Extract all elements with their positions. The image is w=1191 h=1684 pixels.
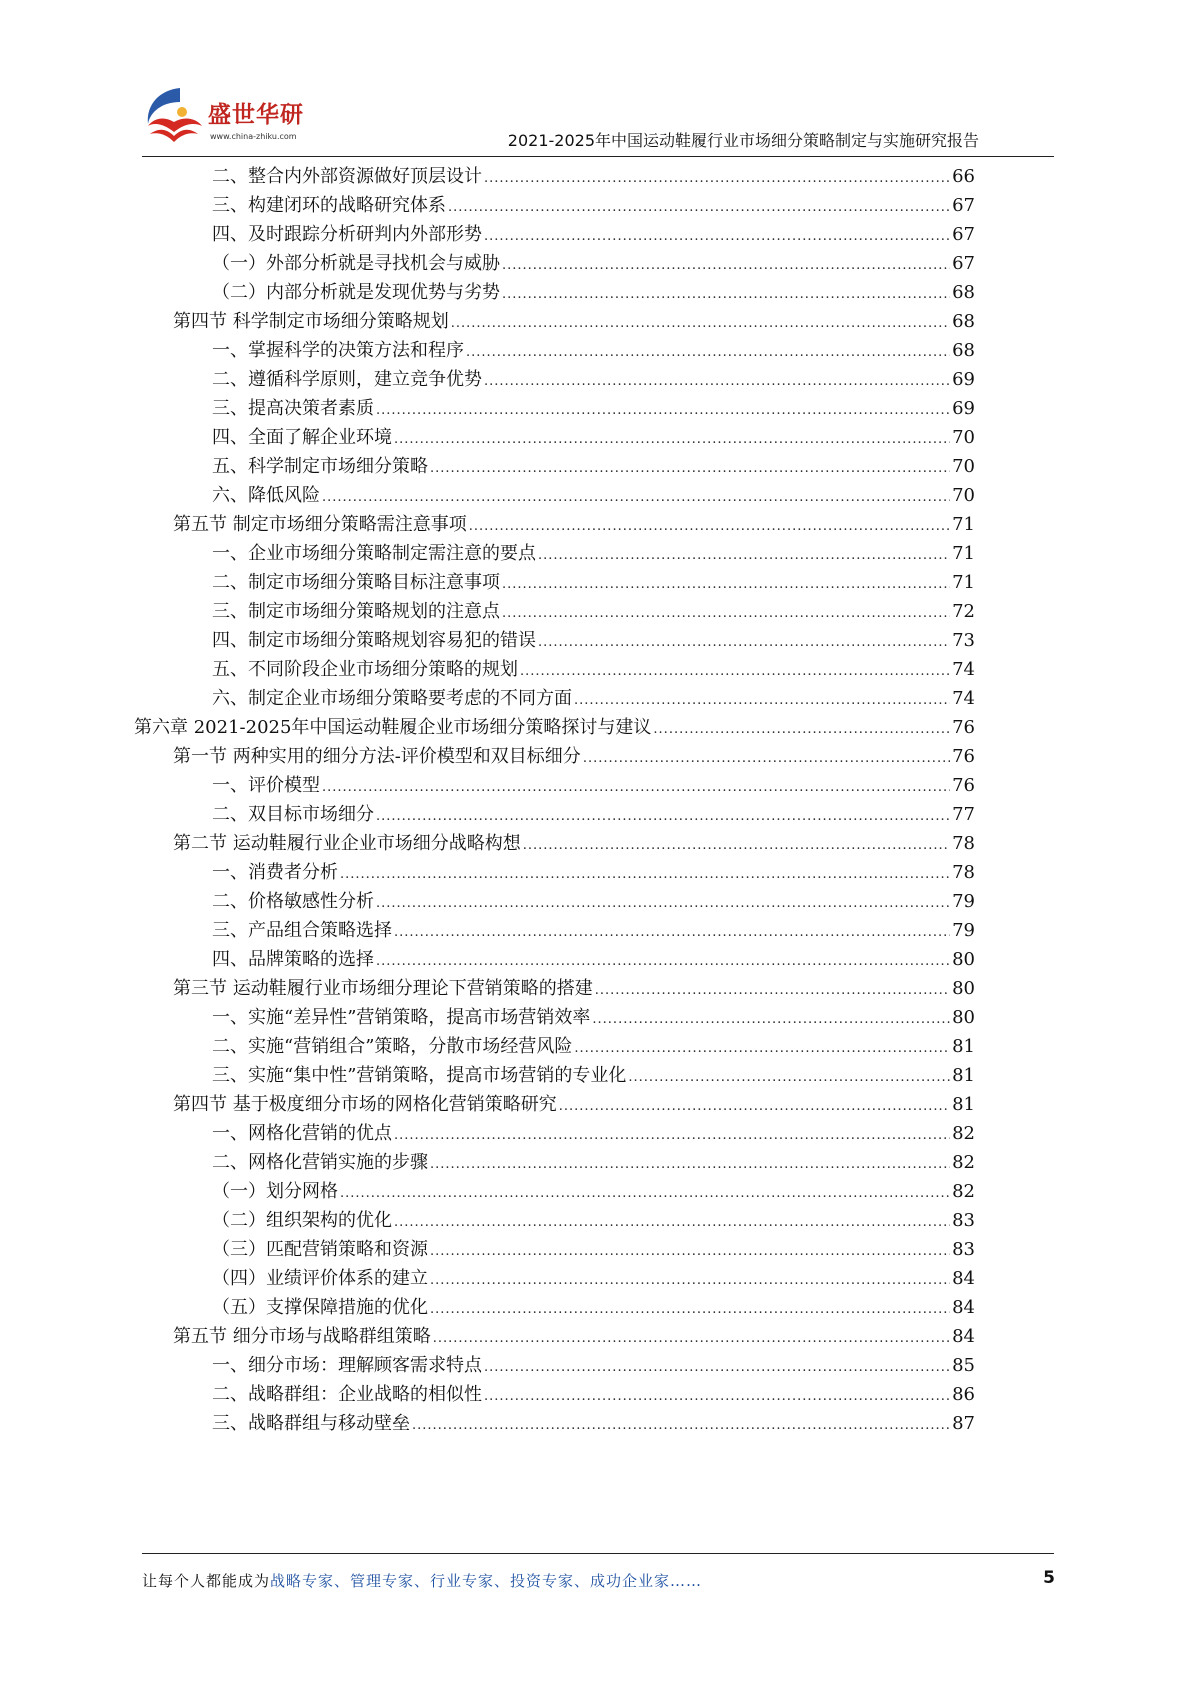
toc-leader-dots — [322, 773, 950, 803]
toc-entry-title: 第五节 细分市场与战略群组策略 — [173, 1326, 431, 1347]
document-title: 2021-2025年中国运动鞋履行业市场细分策略制定与实施研究报告 — [507, 131, 979, 150]
toc-entry-title: 第一节 两种实用的细分方法-评价模型和双目标细分 — [173, 746, 581, 767]
toc-entry-title: 四、及时跟踪分析研判内外部形势 — [212, 224, 482, 245]
toc-entry-page: 76 — [952, 775, 975, 796]
company-logo — [140, 82, 310, 154]
toc-entry-page: 70 — [952, 427, 975, 448]
footer-divider — [142, 1553, 1054, 1554]
toc-entry-page: 67 — [952, 195, 975, 216]
toc-leader-dots — [484, 164, 950, 194]
toc-entry[interactable] — [212, 684, 975, 714]
toc-entry[interactable] — [173, 1090, 975, 1120]
toc-entry[interactable] — [173, 510, 975, 540]
toc-entry-title: 二、制定市场细分策略目标注意事项 — [212, 572, 500, 593]
toc-entry[interactable] — [212, 278, 975, 308]
toc-entry-title: 二、双目标市场细分 — [212, 804, 374, 825]
toc-entry-page: 79 — [952, 891, 975, 912]
toc-entry[interactable] — [212, 626, 975, 656]
toc-entry[interactable] — [212, 394, 975, 424]
toc-entry-page: 80 — [952, 978, 975, 999]
toc-entry[interactable] — [212, 858, 975, 888]
toc-entry-title: 三、提高决策者素质 — [212, 398, 374, 419]
toc-entry-page: 68 — [952, 311, 975, 332]
toc-entry-title: 五、科学制定市场细分策略 — [212, 456, 428, 477]
toc-leader-dots — [484, 1353, 950, 1383]
toc-entry-title: 第五节 制定市场细分策略需注意事项 — [173, 514, 467, 535]
toc-entry-title: 一、细分市场：理解顾客需求特点 — [212, 1355, 482, 1376]
toc-entry-title: 第四节 基于极度细分市场的网格化营销策略研究 — [173, 1094, 557, 1115]
toc-entry-page: 82 — [952, 1181, 975, 1202]
footer-slogan-prefix: 让每个人都能成为 — [142, 1572, 271, 1590]
toc-entry[interactable] — [212, 1177, 975, 1207]
logo-name: 盛世华研 — [208, 102, 304, 128]
toc-leader-dots — [448, 193, 950, 223]
toc-leader-dots — [394, 1208, 950, 1238]
toc-leader-dots — [502, 251, 950, 281]
toc-leader-dots — [484, 222, 950, 252]
toc-leader-dots — [340, 1179, 950, 1209]
toc-entry-title: （五）支撑保障措施的优化 — [212, 1297, 428, 1318]
header-divider — [142, 156, 1054, 157]
toc-entry-title: 第三节 运动鞋履行业市场细分理论下营销策略的搭建 — [173, 978, 593, 999]
toc-leader-dots — [653, 715, 950, 745]
toc-entry-title: 第四节 科学制定市场细分策略规划 — [173, 311, 449, 332]
toc-entry-title: 一、掌握科学的决策方法和程序 — [212, 340, 464, 361]
toc-leader-dots — [376, 802, 950, 832]
toc-entry-page: 70 — [952, 456, 975, 477]
toc-entry[interactable] — [212, 365, 975, 395]
toc-entry[interactable] — [212, 423, 975, 453]
toc-entry[interactable] — [212, 1003, 975, 1033]
toc-entry-page: 85 — [952, 1355, 975, 1376]
toc-leader-dots — [430, 1266, 950, 1296]
toc-entry-page: 68 — [952, 282, 975, 303]
toc-entry-title: 六、制定企业市场细分策略要考虑的不同方面 — [212, 688, 572, 709]
toc-entry-title: 二、实施“营销组合”策略，分散市场经营风险 — [212, 1036, 573, 1057]
toc-entry-page: 76 — [952, 717, 975, 738]
toc-entry-page: 84 — [952, 1268, 975, 1289]
toc-entry-page: 71 — [952, 572, 975, 593]
toc-entry[interactable] — [212, 452, 975, 482]
logo-url: www.china-zhiku.com — [210, 132, 297, 141]
toc-leader-dots — [502, 280, 950, 310]
toc-entry-page: 86 — [952, 1384, 975, 1405]
toc-entry-title: 三、实施“集中性”营销策略，提高市场营销的专业化 — [212, 1065, 627, 1086]
toc-entry-title: （一）划分网格 — [212, 1181, 338, 1202]
toc-entry-page: 80 — [952, 1007, 975, 1028]
toc-leader-dots — [430, 454, 950, 484]
toc-entry[interactable] — [212, 655, 975, 685]
toc-entry-title: 三、构建闭环的战略研究体系 — [212, 195, 446, 216]
toc-entry-title: （二）内部分析就是发现优势与劣势 — [212, 282, 500, 303]
toc-entry[interactable] — [212, 1061, 975, 1091]
toc-entry-title: 一、消费者分析 — [212, 862, 338, 883]
logo-emblem-icon — [140, 82, 210, 154]
toc-leader-dots — [430, 1295, 950, 1325]
toc-entry-page: 66 — [952, 166, 975, 187]
toc-entry-page: 70 — [952, 485, 975, 506]
toc-entry[interactable] — [212, 887, 975, 917]
toc-entry[interactable] — [212, 1119, 975, 1149]
toc-entry-page: 84 — [952, 1297, 975, 1318]
toc-leader-dots — [538, 541, 950, 571]
toc-entry[interactable] — [212, 1206, 975, 1236]
toc-entry-title: 三、产品组合策略选择 — [212, 920, 392, 941]
toc-entry[interactable] — [173, 974, 975, 1004]
footer-slogan-highlight: 战略专家、管理专家、行业专家、投资专家、成功企业家…… — [270, 1572, 703, 1590]
toc-leader-dots — [583, 744, 950, 774]
toc-entry[interactable] — [212, 945, 975, 975]
toc-leader-dots — [394, 425, 950, 455]
toc-entry-title: 三、制定市场细分策略规划的注意点 — [212, 601, 500, 622]
toc-leader-dots — [340, 860, 950, 890]
toc-leader-dots — [484, 367, 950, 397]
toc-entry-page: 83 — [952, 1210, 975, 1231]
toc-entry-title: 五、不同阶段企业市场细分策略的规划 — [212, 659, 518, 680]
toc-entry[interactable] — [212, 1264, 975, 1294]
toc-entry-title: 二、整合内外部资源做好顶层设计 — [212, 166, 482, 187]
toc-entry-title: （四）业绩评价体系的建立 — [212, 1268, 428, 1289]
toc-entry-page: 71 — [952, 514, 975, 535]
toc-entry[interactable] — [212, 336, 975, 366]
toc-leader-dots — [559, 1092, 950, 1122]
toc-entry[interactable] — [212, 191, 975, 221]
toc-entry[interactable] — [212, 568, 975, 598]
toc-leader-dots — [376, 947, 950, 977]
toc-leader-dots — [628, 1063, 950, 1093]
toc-entry-title: 二、遵循科学原则，建立竞争优势 — [212, 369, 482, 390]
toc-entry-title: 一、实施“差异性”营销策略，提高市场营销效率 — [212, 1007, 591, 1028]
page-number: 5 — [1043, 1568, 1055, 1588]
toc-entry[interactable] — [212, 1351, 975, 1381]
toc-entry[interactable] — [134, 713, 975, 743]
toc-leader-dots — [394, 1121, 950, 1151]
toc-leader-dots — [502, 599, 950, 629]
toc-entry[interactable] — [212, 1409, 975, 1439]
toc-entry-title: 一、网格化营销的优点 — [212, 1123, 392, 1144]
toc-leader-dots — [466, 338, 950, 368]
toc-entry-title: 一、评价模型 — [212, 775, 320, 796]
toc-entry[interactable] — [173, 829, 975, 859]
toc-entry-page: 67 — [952, 253, 975, 274]
toc-entry-title: 六、降低风险 — [212, 485, 320, 506]
toc-entry-title: （二）组织架构的优化 — [212, 1210, 392, 1231]
toc-entry-page: 81 — [952, 1094, 975, 1115]
toc-leader-dots — [376, 889, 950, 919]
toc-entry-title: 三、战略群组与移动壁垒 — [212, 1413, 410, 1434]
toc-entry[interactable] — [173, 307, 975, 337]
toc-leader-dots — [523, 831, 950, 861]
toc-entry-title: 四、品牌策略的选择 — [212, 949, 374, 970]
toc-entry[interactable] — [212, 1293, 975, 1323]
toc-entry-page: 77 — [952, 804, 975, 825]
toc-leader-dots — [574, 1034, 950, 1064]
toc-entry-title: 二、网格化营销实施的步骤 — [212, 1152, 428, 1173]
toc-entry-page: 74 — [952, 659, 975, 680]
toc-entry-page: 74 — [952, 688, 975, 709]
toc-entry-title: 第二节 运动鞋履行业企业市场细分战略构想 — [173, 833, 521, 854]
toc-entry[interactable] — [173, 1322, 975, 1352]
toc-leader-dots — [502, 570, 950, 600]
toc-entry-page: 78 — [952, 833, 975, 854]
toc-leader-dots — [592, 1005, 950, 1035]
toc-entry-page: 69 — [952, 369, 975, 390]
toc-leader-dots — [520, 657, 950, 687]
toc-entry-page: 82 — [952, 1152, 975, 1173]
toc-entry[interactable] — [212, 162, 975, 192]
toc-entry-page: 83 — [952, 1239, 975, 1260]
toc-entry-title: 四、制定市场细分策略规划容易犯的错误 — [212, 630, 536, 651]
toc-entry-page: 71 — [952, 543, 975, 564]
toc-leader-dots — [394, 918, 950, 948]
toc-entry[interactable] — [212, 1380, 975, 1410]
toc-leader-dots — [376, 396, 950, 426]
toc-leader-dots — [538, 628, 950, 658]
toc-entry-page: 68 — [952, 340, 975, 361]
toc-entry[interactable] — [173, 742, 975, 772]
toc-entry-title: （一）外部分析就是寻找机会与威胁 — [212, 253, 500, 274]
toc-entry-page: 72 — [952, 601, 975, 622]
toc-leader-dots — [595, 976, 950, 1006]
toc-entry[interactable] — [212, 771, 975, 801]
toc-entry-title: （三）匹配营销策略和资源 — [212, 1239, 428, 1260]
toc-entry-page: 84 — [952, 1326, 975, 1347]
toc-entry-title: 二、战略群组：企业战略的相似性 — [212, 1384, 482, 1405]
toc-entry[interactable] — [212, 597, 975, 627]
toc-leader-dots — [484, 1382, 950, 1412]
toc-entry-page: 81 — [952, 1036, 975, 1057]
toc-entry-page: 76 — [952, 746, 975, 767]
toc-entry[interactable] — [212, 1148, 975, 1178]
toc-entry-page: 67 — [952, 224, 975, 245]
toc-leader-dots — [433, 1324, 950, 1354]
toc-entry-page: 80 — [952, 949, 975, 970]
toc-entry[interactable] — [212, 249, 975, 279]
toc-entry-page: 82 — [952, 1123, 975, 1144]
toc-entry-title: 二、价格敏感性分析 — [212, 891, 374, 912]
toc-entry[interactable] — [212, 1032, 975, 1062]
toc-entry[interactable] — [212, 220, 975, 250]
toc-entry[interactable] — [212, 1235, 975, 1265]
toc-entry[interactable] — [212, 800, 975, 830]
toc-entry[interactable] — [212, 481, 975, 511]
toc-entry[interactable] — [212, 916, 975, 946]
footer-slogan — [142, 1570, 702, 1591]
toc-leader-dots — [430, 1237, 950, 1267]
toc-entry-title: 第六章 2021-2025年中国运动鞋履企业市场细分策略探讨与建议 — [134, 717, 652, 738]
toc-entry-page: 69 — [952, 398, 975, 419]
toc-entry[interactable] — [212, 539, 975, 569]
toc-entry-page: 87 — [952, 1413, 975, 1434]
toc-entry-page: 79 — [952, 920, 975, 941]
toc-entry-page: 73 — [952, 630, 975, 651]
toc-leader-dots — [469, 512, 950, 542]
toc-entry-title: 一、企业市场细分策略制定需注意的要点 — [212, 543, 536, 564]
toc-leader-dots — [451, 309, 950, 339]
toc-leader-dots — [412, 1411, 950, 1441]
toc-leader-dots — [322, 483, 950, 513]
toc-entry-page: 81 — [952, 1065, 975, 1086]
toc-leader-dots — [574, 686, 950, 716]
toc-entry-page: 78 — [952, 862, 975, 883]
toc-leader-dots — [430, 1150, 950, 1180]
toc-entry-title: 四、全面了解企业环境 — [212, 427, 392, 448]
